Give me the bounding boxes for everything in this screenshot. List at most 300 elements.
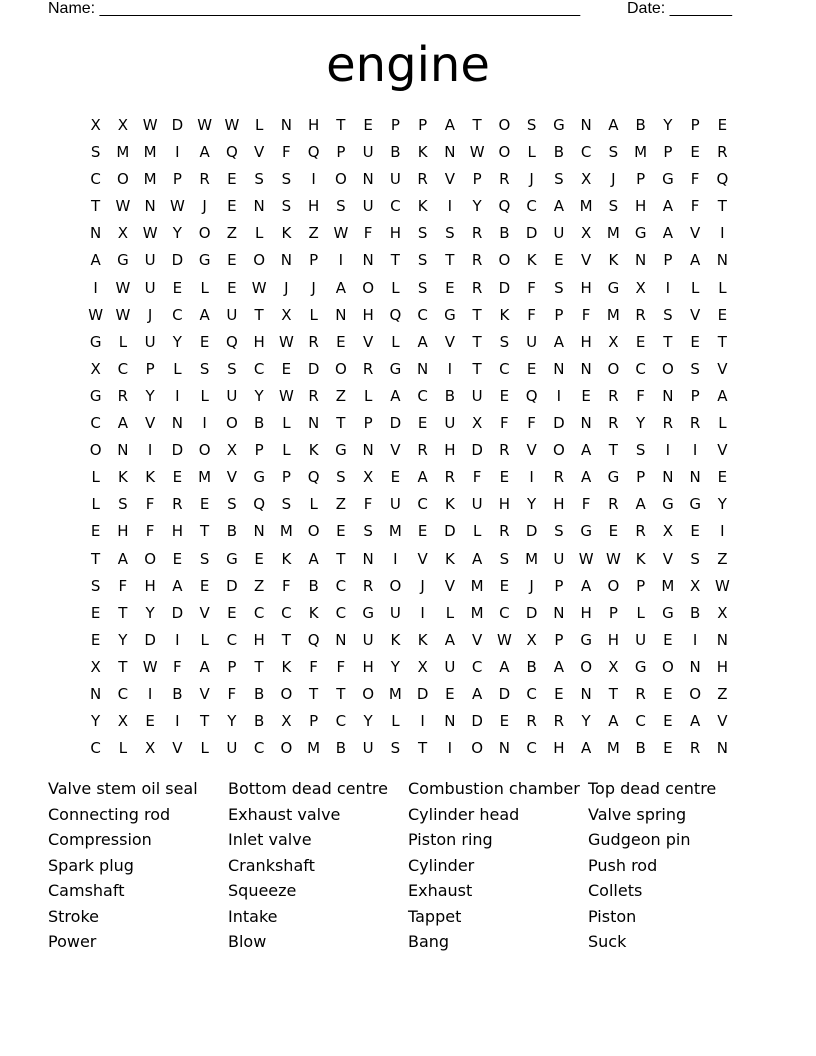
grid-cell: S	[635, 441, 646, 460]
grid-cell: W	[169, 197, 185, 216]
grid-cell: H	[553, 495, 565, 514]
grid-cell: X	[117, 712, 129, 731]
grid-cell: V	[471, 630, 483, 649]
grid-cell: E	[554, 251, 564, 270]
grid-cell: O	[280, 739, 293, 758]
grid-cell: A	[608, 712, 619, 731]
grid-cell: R	[417, 170, 428, 189]
grid-cell: W	[115, 278, 131, 297]
grid-cell: T	[608, 441, 618, 460]
grid-cell: S	[608, 143, 619, 162]
grid-cell: Y	[717, 495, 727, 514]
grid-row	[82, 275, 736, 302]
grid-cell: I	[447, 739, 453, 758]
grid-row	[82, 600, 736, 627]
grid-cell: C	[281, 603, 292, 622]
grid-row	[82, 708, 736, 735]
grid-cell: R	[635, 305, 646, 324]
grid-cell: Z	[253, 576, 265, 595]
grid-cell: V	[689, 305, 701, 324]
grid-cell: R	[553, 712, 565, 731]
grid-cell: Y	[472, 197, 482, 216]
word-list-item: Valve stem oil seal	[48, 779, 198, 798]
grid-cell: P	[636, 170, 646, 189]
grid-cell: B	[444, 386, 456, 405]
grid-cell: D	[416, 684, 429, 703]
grid-cell: U	[362, 143, 374, 162]
grid-cell: H	[498, 495, 511, 514]
grid-cell: U	[362, 630, 374, 649]
grid-cell: V	[226, 468, 237, 487]
grid-cell: X	[662, 522, 674, 541]
grid-cell: M	[470, 603, 484, 622]
grid-cell: E	[227, 278, 237, 297]
grid-cell: A	[553, 197, 564, 216]
grid-cell: I	[692, 630, 698, 649]
grid-cell: F	[363, 224, 373, 243]
grid-cell: U	[444, 414, 456, 433]
grid-cell: L	[527, 143, 536, 162]
grid-cell: A	[689, 251, 701, 270]
grid-cell: B	[689, 603, 701, 622]
grid-row	[82, 329, 736, 356]
grid-cell: V	[444, 170, 455, 189]
grid-cell: T	[254, 657, 264, 676]
grid-cell: C	[526, 197, 537, 216]
grid-cell: L	[718, 414, 727, 433]
grid-cell: N	[117, 441, 129, 460]
grid-cell: E	[717, 468, 728, 487]
grid-cell: V	[144, 414, 156, 433]
grid-cell: D	[171, 251, 184, 270]
grid-cell: A	[580, 468, 592, 487]
grid-cell: S	[90, 143, 101, 162]
grid-row	[82, 193, 736, 220]
grid-cell: S	[663, 305, 673, 324]
grid-cell: I	[311, 170, 316, 189]
grid-cell: O	[607, 359, 620, 378]
grid-cell: P	[390, 116, 400, 134]
grid-cell: C	[253, 359, 265, 378]
grid-cell: N	[635, 251, 647, 270]
grid-cell: I	[147, 684, 153, 703]
grid-cell: T	[336, 116, 346, 134]
grid-cell: O	[116, 170, 129, 189]
grid-cell: E	[145, 712, 155, 731]
grid-cell: A	[172, 576, 183, 595]
grid-cell: J	[284, 278, 289, 297]
grid-cell: K	[608, 251, 619, 270]
grid-row	[82, 139, 736, 166]
grid-cell: P	[309, 251, 319, 270]
grid-cell: E	[336, 332, 346, 351]
grid-cell: M	[606, 224, 620, 243]
grid-cell: M	[198, 468, 212, 487]
grid-cell: P	[254, 441, 264, 460]
grid-cell: Y	[91, 712, 101, 731]
grid-cell: R	[499, 170, 510, 189]
grid-cell: D	[553, 414, 565, 433]
grid-cell: E	[254, 549, 264, 568]
grid-cell: P	[690, 386, 700, 405]
grid-cell: Y	[363, 712, 373, 731]
word-list-item: Combustion chamber	[408, 779, 580, 798]
word-list-item: Cylinder head	[408, 804, 520, 824]
grid-cell: T	[472, 305, 482, 324]
grid-cell: Q	[253, 495, 266, 514]
grid-cell: H	[362, 657, 374, 676]
word-list-item: Gudgeon pin	[588, 830, 691, 849]
grid-cell: S	[118, 495, 128, 514]
grid-cell: V	[444, 332, 455, 351]
grid-cell: N	[90, 224, 102, 243]
grid-cell: I	[529, 468, 534, 487]
grid-cell: X	[90, 359, 101, 378]
grid-cell: G	[444, 305, 456, 324]
grid-cell: M	[279, 522, 293, 541]
grid-cell: N	[689, 468, 701, 487]
grid-cell: M	[525, 549, 539, 568]
word-list-item: Tappet	[408, 906, 462, 926]
grid-cell: T	[91, 197, 101, 216]
grid-cell: U	[226, 386, 238, 405]
grid-cell: Y	[390, 657, 400, 676]
grid-cell: O	[144, 549, 157, 568]
grid-cell: Y	[663, 116, 673, 134]
grid-cell: O	[661, 657, 674, 676]
grid-cell: T	[336, 414, 346, 433]
grid-cell: U	[144, 278, 156, 297]
word-list-item: Push rod	[588, 855, 658, 875]
grid-cell: T	[472, 332, 482, 351]
grid-cell: E	[499, 712, 510, 731]
grid-cell: Z	[335, 386, 347, 405]
grid-cell: G	[362, 603, 374, 622]
grid-cell: T	[281, 630, 291, 649]
grid-cell: S	[90, 576, 101, 595]
grid-cell: C	[117, 684, 129, 703]
grid-cell: Q	[525, 386, 538, 405]
grid-cell: B	[253, 414, 265, 433]
grid-cell: D	[144, 630, 156, 649]
grid-cell: V	[689, 224, 701, 243]
grid-cell: C	[499, 359, 510, 378]
grid-cell: C	[635, 359, 646, 378]
grid-cell: V	[390, 441, 401, 460]
grid-cell: G	[253, 468, 265, 487]
grid-cell: R	[444, 468, 456, 487]
word-list-item: Bottom dead centre	[228, 779, 388, 798]
grid-cell: S	[281, 170, 292, 189]
grid-cell: K	[308, 441, 319, 460]
grid-cell: A	[471, 684, 483, 703]
grid-cell: U	[389, 495, 401, 514]
grid-cell: N	[580, 359, 592, 378]
grid-cell: I	[447, 359, 453, 378]
grid-cell: C	[335, 712, 347, 731]
grid-cell: C	[90, 739, 101, 758]
grid-cell: F	[282, 576, 291, 595]
grid-cell: O	[498, 143, 511, 162]
grid-cell: H	[580, 278, 592, 297]
grid-cell: H	[634, 197, 647, 216]
grid-cell: G	[553, 116, 565, 134]
grid-cell: V	[199, 603, 210, 622]
word-list	[48, 776, 768, 955]
letter-grid	[82, 112, 736, 762]
grid-cell: I	[665, 278, 671, 297]
grid-cell: C	[580, 143, 592, 162]
grid-cell: R	[608, 495, 619, 514]
grid-cell: S	[499, 332, 510, 351]
grid-cell: I	[202, 414, 207, 433]
grid-cell: Q	[225, 143, 238, 162]
grid-cell: A	[444, 630, 455, 649]
grid-cell: U	[389, 170, 401, 189]
grid-cell: S	[199, 549, 210, 568]
grid-cell: S	[417, 224, 428, 243]
grid-row	[82, 464, 736, 491]
grid-cell: P	[663, 251, 673, 270]
grid-cell: D	[444, 522, 456, 541]
word-list-item: Suck	[588, 932, 627, 951]
grid-cell: E	[445, 684, 455, 703]
grid-cell: T	[663, 332, 673, 351]
grid-cell: E	[281, 359, 292, 378]
grid-cell: F	[282, 143, 291, 162]
grid-row	[82, 356, 736, 383]
grid-cell: U	[144, 251, 156, 270]
grid-cell: R	[635, 684, 646, 703]
grid-cell: B	[253, 712, 265, 731]
grid-cell: S	[336, 197, 346, 216]
grid-cell: I	[338, 251, 344, 270]
grid-cell: R	[417, 441, 428, 460]
grid-cell: Z	[226, 224, 238, 243]
word-list-item: Intake	[228, 906, 278, 926]
grid-cell: G	[389, 359, 402, 378]
grid-row	[82, 166, 736, 193]
grid-cell: E	[227, 170, 237, 189]
grid-cell: R	[362, 359, 374, 378]
word-list-item: Exhaust	[408, 881, 473, 900]
grid-cell: I	[175, 712, 180, 731]
grid-cell: C	[253, 739, 265, 758]
grid-cell: O	[280, 684, 293, 703]
grid-cell: X	[144, 739, 156, 758]
grid-cell: W	[333, 224, 349, 243]
grid-cell: X	[90, 116, 101, 134]
grid-cell: T	[254, 305, 264, 324]
grid-cell: I	[93, 278, 98, 297]
word-list-item: Crankshaft	[228, 855, 315, 875]
grid-cell: N	[662, 386, 674, 405]
grid-cell: U	[226, 739, 238, 758]
grid-cell: U	[471, 495, 483, 514]
grid-cell: C	[417, 305, 428, 324]
grid-cell: N	[335, 305, 347, 324]
grid-cell: Z	[717, 549, 728, 568]
grid-row	[82, 410, 736, 437]
grid-cell: E	[363, 116, 373, 134]
grid-cell: L	[309, 305, 318, 324]
grid-cell: H	[117, 522, 129, 541]
grid-cell: A	[471, 549, 483, 568]
grid-cell: Z	[717, 684, 728, 703]
grid-cell: T	[91, 549, 101, 568]
grid-cell: K	[444, 549, 455, 568]
grid-cell: K	[281, 657, 292, 676]
grid-cell: E	[717, 116, 728, 134]
grid-row	[82, 491, 736, 518]
grid-cell: A	[117, 549, 128, 568]
grid-cell: E	[581, 386, 591, 405]
word-list-item: Piston	[588, 906, 637, 926]
grid-cell: C	[390, 197, 401, 216]
grid-cell: L	[718, 278, 727, 297]
grid-cell: X	[117, 116, 129, 134]
grid-cell: N	[90, 684, 102, 703]
grid-cell: L	[282, 441, 291, 460]
grid-cell: N	[553, 359, 565, 378]
grid-cell: E	[417, 522, 428, 541]
grid-cell: S	[608, 197, 619, 216]
grid-row	[82, 546, 736, 573]
grid-cell: O	[334, 170, 347, 189]
grid-cell: N	[689, 657, 701, 676]
grid-cell: T	[200, 522, 210, 541]
grid-cell: N	[553, 603, 565, 622]
grid-cell: L	[282, 414, 291, 433]
grid-cell: V	[717, 441, 728, 460]
grid-cell: H	[580, 603, 592, 622]
grid-cell: J	[147, 305, 153, 324]
grid-cell: Y	[118, 630, 128, 649]
grid-cell: V	[444, 576, 455, 595]
grid-cell: P	[418, 116, 428, 134]
grid-cell: S	[336, 468, 346, 487]
grid-cell: A	[199, 143, 210, 162]
grid-cell: U	[553, 224, 565, 243]
grid-cell: P	[172, 170, 182, 189]
grid-cell: F	[363, 495, 373, 514]
grid-cell: N	[253, 522, 265, 541]
grid-cell: V	[526, 441, 537, 460]
grid-cell: T	[418, 739, 428, 758]
grid-cell: Z	[335, 495, 347, 514]
word-list-item: Camshaft	[48, 881, 125, 900]
grid-cell: W	[496, 630, 512, 649]
grid-cell: B	[553, 143, 565, 162]
grid-cell: O	[225, 414, 238, 433]
grid-cell: Z	[308, 224, 319, 243]
grid-cell: T	[472, 116, 482, 134]
grid-cell: X	[362, 468, 374, 487]
grid-cell: M	[634, 143, 648, 162]
grid-cell: L	[391, 332, 400, 351]
grid-cell: L	[636, 603, 645, 622]
grid-cell: Y	[254, 386, 264, 405]
grid-cell: G	[607, 278, 620, 297]
grid-cell: D	[498, 684, 511, 703]
grid-cell: G	[89, 332, 102, 351]
grid-cell: F	[145, 522, 155, 541]
grid-cell: E	[199, 495, 210, 514]
grid-row	[82, 220, 736, 247]
grid-cell: R	[689, 739, 701, 758]
grid-cell: S	[281, 197, 292, 216]
grid-cell: S	[199, 359, 210, 378]
grid-cell: D	[498, 278, 511, 297]
grid-cell: L	[200, 386, 209, 405]
grid-row	[82, 681, 736, 708]
grid-cell: K	[308, 603, 319, 622]
grid-cell: E	[227, 603, 237, 622]
word-list-item: Collets	[588, 881, 643, 900]
grid-cell: F	[118, 576, 128, 595]
grid-row	[82, 437, 736, 464]
grid-cell: M	[388, 522, 402, 541]
grid-cell: B	[390, 143, 401, 162]
grid-cell: J	[311, 278, 316, 297]
grid-cell: K	[281, 549, 292, 568]
grid-cell: N	[144, 197, 156, 216]
grid-cell: A	[662, 224, 673, 243]
grid-cell: F	[527, 414, 536, 433]
grid-cell: N	[580, 116, 592, 134]
grid-cell: N	[362, 441, 374, 460]
grid-cell: F	[227, 684, 237, 703]
grid-cell: F	[527, 278, 536, 297]
grid-cell: G	[607, 468, 620, 487]
grid-cell: X	[226, 441, 238, 460]
grid-cell: G	[662, 170, 674, 189]
grid-cell: S	[281, 495, 292, 514]
grid-cell: E	[199, 332, 210, 351]
grid-cell: E	[499, 468, 510, 487]
grid-cell: N	[253, 197, 265, 216]
grid-cell: W	[251, 278, 267, 297]
grid-cell: T	[445, 251, 455, 270]
grid-cell: E	[390, 468, 401, 487]
grid-cell: C	[417, 495, 428, 514]
grid-cell: T	[472, 359, 482, 378]
grid-cell: C	[90, 414, 101, 433]
grid-cell: A	[635, 495, 646, 514]
grid-cell: E	[608, 522, 619, 541]
grid-cell: X	[90, 657, 101, 676]
grid-cell: K	[526, 251, 537, 270]
grid-cell: U	[226, 305, 238, 324]
grid-cell: H	[144, 576, 156, 595]
grid-cell: L	[690, 278, 700, 297]
grid-cell: P	[309, 712, 319, 731]
grid-cell: O	[498, 116, 511, 134]
grid-cell: O	[198, 224, 211, 243]
grid-cell: T	[336, 684, 346, 703]
worksheet-header	[48, 0, 768, 22]
grid-cell: O	[689, 684, 702, 703]
grid-cell: A	[417, 332, 428, 351]
grid-cell: Q	[716, 170, 729, 189]
grid-cell: N	[280, 251, 292, 270]
grid-cell: T	[118, 657, 128, 676]
grid-cell: N	[280, 116, 292, 134]
grid-cell: X	[689, 576, 701, 595]
grid-cell: M	[116, 143, 130, 162]
grid-cell: A	[417, 468, 428, 487]
grid-cell: E	[90, 522, 101, 541]
